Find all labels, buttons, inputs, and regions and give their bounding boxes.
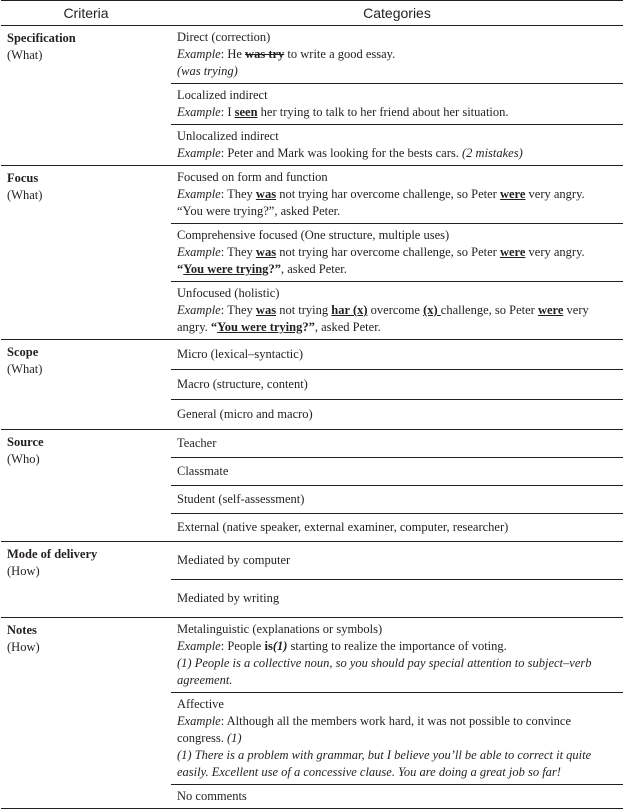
category-title: Localized indirect xyxy=(177,88,268,102)
group-source xyxy=(1,430,623,542)
example-text: not trying har overcome challenge, so Peter xyxy=(276,245,500,259)
group-mode-of-delivery xyxy=(1,542,623,618)
category-example xyxy=(177,713,617,747)
category-item xyxy=(171,84,623,125)
category-item xyxy=(171,618,623,693)
footnote-marker: (1) xyxy=(227,731,242,745)
category-item xyxy=(171,166,623,224)
example-label: Example xyxy=(177,639,221,653)
category-example xyxy=(177,186,617,203)
example-label: Example xyxy=(177,105,221,119)
example-label: Example xyxy=(177,47,221,61)
underlined-error: You were trying xyxy=(217,320,303,334)
category-example xyxy=(177,638,617,655)
category-item: External (native speaker, external examiner, computer, researcher) xyxy=(177,520,509,534)
example-label: Example xyxy=(177,245,221,259)
criteria-sub: (How) xyxy=(7,640,40,654)
underlined-error: was xyxy=(255,187,277,201)
underlined-error: were xyxy=(537,303,564,317)
categories-cell xyxy=(171,430,623,541)
group-notes xyxy=(1,618,623,809)
criteria-cell xyxy=(1,542,171,617)
category-title: Unlocalized indirect xyxy=(177,129,279,143)
footnote: (1) People is a collective noun, so you should pay special attention to subject–verb agreement. xyxy=(177,656,592,687)
criteria-name: Focus xyxy=(7,171,39,185)
category-item: Mediated by writing xyxy=(177,591,280,605)
category-item: Mediated by computer xyxy=(171,542,623,580)
criteria-name: Specification xyxy=(7,31,76,45)
example-text: , asked Peter. xyxy=(280,262,347,276)
quote-mark: ?” xyxy=(302,320,315,334)
criteria-sub: (Who) xyxy=(7,452,40,466)
criteria-cell xyxy=(1,166,171,339)
group-scope xyxy=(1,340,623,430)
category-item: Teacher xyxy=(171,430,623,458)
footnote-marker: (1) xyxy=(272,639,288,653)
example-text: : He xyxy=(220,47,246,61)
example-line-2: “You were trying?”, asked Peter. xyxy=(177,204,341,218)
categories-cell xyxy=(171,26,623,165)
quote-mark: ?” xyxy=(268,262,281,276)
table-header xyxy=(1,0,623,26)
category-example xyxy=(177,104,617,121)
correction-note: (was trying) xyxy=(177,64,238,78)
underlined-error: were xyxy=(499,187,526,201)
feedback-criteria-table xyxy=(1,0,623,809)
categories-cell xyxy=(171,166,623,339)
example-text: : I xyxy=(220,105,235,119)
criteria-cell xyxy=(1,618,171,808)
marked-error: is xyxy=(264,639,273,653)
example-text: challenge, so Peter xyxy=(440,303,538,317)
underlined-error: You were trying xyxy=(183,262,269,276)
group-specification xyxy=(1,26,623,166)
category-item: Classmate xyxy=(171,458,623,486)
underlined-error: (x) xyxy=(423,303,441,317)
category-item xyxy=(171,693,623,785)
example-text: her trying to talk to her friend about her situation. xyxy=(257,105,509,119)
category-title: Affective xyxy=(177,697,224,711)
criteria-sub: (What) xyxy=(7,362,43,376)
criteria-cell xyxy=(1,26,171,165)
category-example xyxy=(177,302,617,336)
underlined-error: was xyxy=(255,303,277,317)
example-text: : People xyxy=(220,639,265,653)
criteria-sub: (What) xyxy=(7,188,43,202)
underlined-error: were xyxy=(499,245,526,259)
category-item xyxy=(171,224,623,282)
category-item: Micro (lexical–syntactic) xyxy=(171,340,623,370)
example-line-2 xyxy=(177,261,617,278)
underlined-error: was xyxy=(255,245,277,259)
example-text: not trying har overcome challenge, so Peter xyxy=(276,187,500,201)
category-item xyxy=(171,282,623,339)
example-text: : They xyxy=(220,303,256,317)
categories-cell xyxy=(171,340,623,429)
example-text: , asked Peter. xyxy=(314,320,381,334)
criteria-sub: (How) xyxy=(7,564,40,578)
category-item: General (micro and macro) xyxy=(177,407,313,421)
example-label: Example xyxy=(177,303,221,317)
categories-cell xyxy=(171,542,623,617)
underlined-error: har (x) xyxy=(331,303,368,317)
example-text: overcome xyxy=(367,303,424,317)
struck-text: was try xyxy=(245,47,285,61)
header-categories: Categories xyxy=(363,5,431,21)
example-text: : Peter and Mark was looking for the bests cars. xyxy=(220,146,462,160)
example-text: not trying xyxy=(276,303,332,317)
criteria-cell xyxy=(1,340,171,429)
example-text: : They xyxy=(220,245,256,259)
example-text: starting to realize the importance of voting. xyxy=(287,639,507,653)
example-label: Example xyxy=(177,714,221,728)
categories-cell xyxy=(171,618,623,808)
example-text: very angry. xyxy=(525,187,585,201)
group-focus xyxy=(1,166,623,340)
category-item xyxy=(171,26,623,84)
criteria-name: Mode of delivery xyxy=(7,547,98,561)
quote-mark: “ xyxy=(177,262,184,276)
example-text: : Although all the members work hard, it was not possible to convince congress. xyxy=(177,714,572,745)
example-label: Example xyxy=(177,187,221,201)
example-text: to write a good essay. xyxy=(284,47,396,61)
category-item: No comments xyxy=(177,789,247,803)
header-criteria: Criteria xyxy=(63,5,109,21)
category-example xyxy=(177,244,617,261)
category-item: Student (self-assessment) xyxy=(171,486,623,514)
category-title: Focused on form and function xyxy=(177,170,328,184)
category-title: Comprehensive focused (One structure, multiple uses) xyxy=(177,228,450,242)
example-text: very angry. xyxy=(525,245,585,259)
category-title: Metalinguistic (explanations or symbols) xyxy=(177,622,383,636)
underlined-error: seen xyxy=(234,105,258,119)
criteria-name: Notes xyxy=(7,623,37,637)
mistake-count-note: (2 mistakes) xyxy=(462,146,523,160)
criteria-name: Source xyxy=(7,435,44,449)
footnote: (1) There is a problem with grammar, but I believe you’ll be able to correct it quite easily. Excellent use of a concessive clause. You are doing a great job so far! xyxy=(177,748,592,779)
example-label: Example xyxy=(177,146,221,160)
category-example xyxy=(177,46,617,63)
category-item xyxy=(171,125,623,165)
criteria-name: Scope xyxy=(7,345,39,359)
quote-mark: “ xyxy=(210,320,218,334)
category-example xyxy=(177,145,617,162)
category-title: Unfocused (holistic) xyxy=(177,286,280,300)
example-text: very angry. xyxy=(177,303,589,334)
category-title: Direct (correction) xyxy=(177,30,271,44)
category-item: Macro (structure, content) xyxy=(171,370,623,400)
example-text: : They xyxy=(220,187,256,201)
criteria-sub: (What) xyxy=(7,48,43,62)
criteria-cell xyxy=(1,430,171,541)
